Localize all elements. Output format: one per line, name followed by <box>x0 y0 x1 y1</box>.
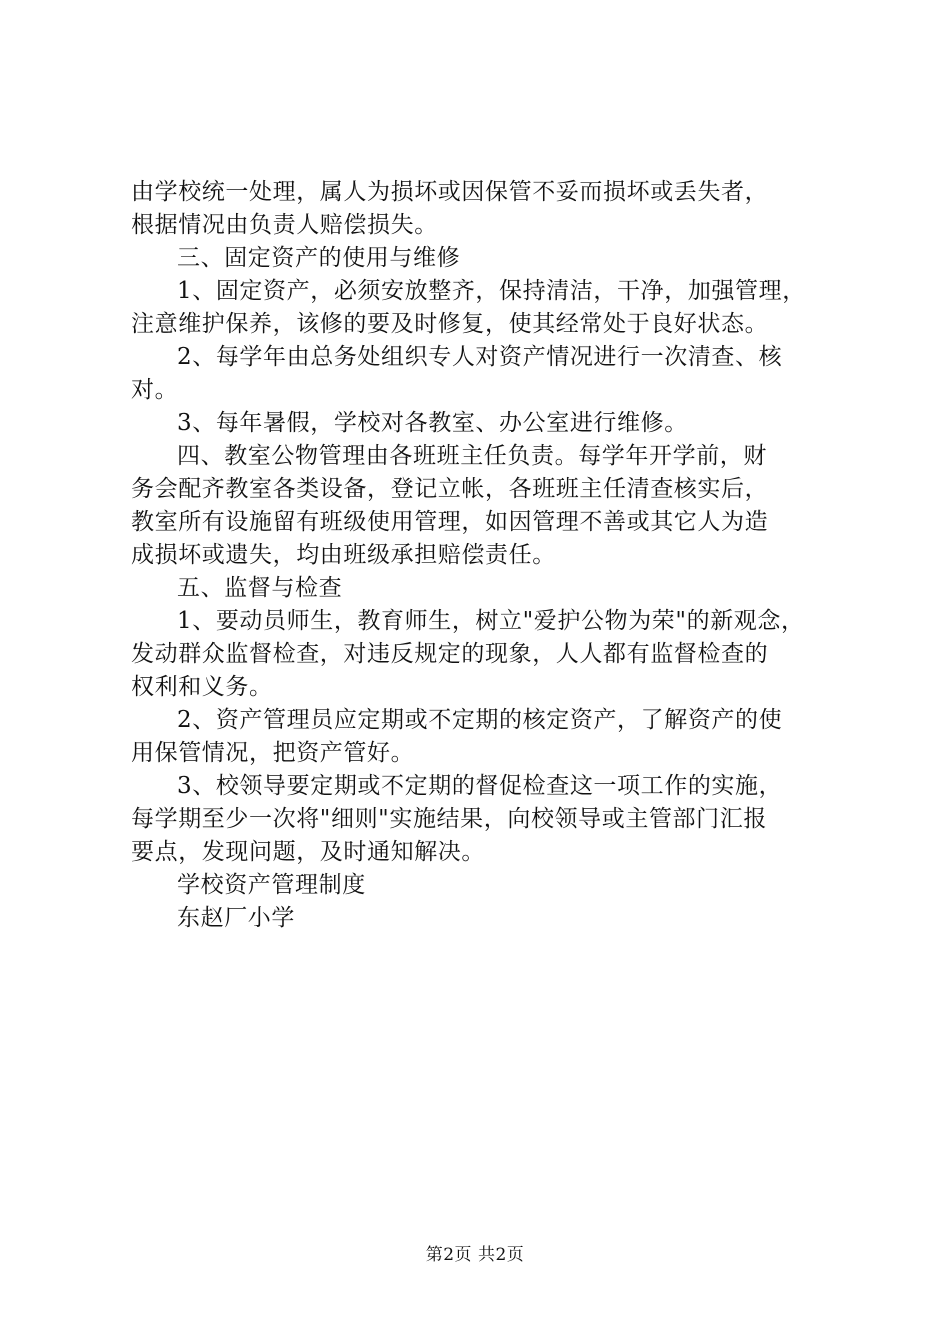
text-line: 要点，发现问题，及时通知解决。 <box>131 839 485 865</box>
text-line: 四、教室公物管理由各班班主任负责。每学年开学前，财 <box>177 443 767 469</box>
document-body <box>131 176 841 935</box>
text-line: 2、资产管理员应定期或不定期的核定资产，了解资产的使 <box>177 707 783 733</box>
text-line: 1、固定资产，必须安放整齐，保持清洁，干净，加强管理， <box>177 278 806 304</box>
text-line: 三、固定资产的使用与维修 <box>177 245 461 271</box>
text-line: 发动群众监督检查，对违反规定的现象，人人都有监督检查的 <box>131 641 769 667</box>
text-line: 务会配齐教室各类设备，登记立帐，各班班主任清查核实后， <box>131 476 769 502</box>
text-line: 用保管情况，把资产管好。 <box>131 740 415 766</box>
text-line: 1、要动员师生，教育师生，树立"爱护公物为荣"的新观念， <box>177 608 805 634</box>
text-line: 对。 <box>131 377 179 403</box>
text-line: 3、校领导要定期或不定期的督促检查这一项工作的实施， <box>177 773 783 799</box>
text-line: 由学校统一处理，属人为损坏或因保管不妥而损坏或丢失者， <box>131 179 769 205</box>
text-line: 3、每年暑假，学校对各教室、办公室进行维修。 <box>177 410 688 436</box>
text-line: 学校资产管理制度 <box>177 872 366 898</box>
text-line: 五、监督与检查 <box>177 575 343 601</box>
page-footer: 第2页 共2页 <box>425 1245 525 1265</box>
text-line: 每学期至少一次将"细则"实施结果，向校领导或主管部门汇报 <box>131 806 767 832</box>
text-line: 2、每学年由总务处组织专人对资产情况进行一次清查、核 <box>177 344 783 370</box>
text-line: 注意维护保养，该修的要及时修复，使其经常处于良好状态。 <box>131 311 769 337</box>
text-line: 根据情况由负责人赔偿损失。 <box>131 212 438 238</box>
text-line: 权利和义务。 <box>131 674 273 700</box>
text-line: 教室所有设施留有班级使用管理，如因管理不善或其它人为造 <box>131 509 769 535</box>
text-line: 东赵厂小学 <box>177 905 295 931</box>
text-line: 成损坏或遗失，均由班级承担赔偿责任。 <box>131 542 556 568</box>
